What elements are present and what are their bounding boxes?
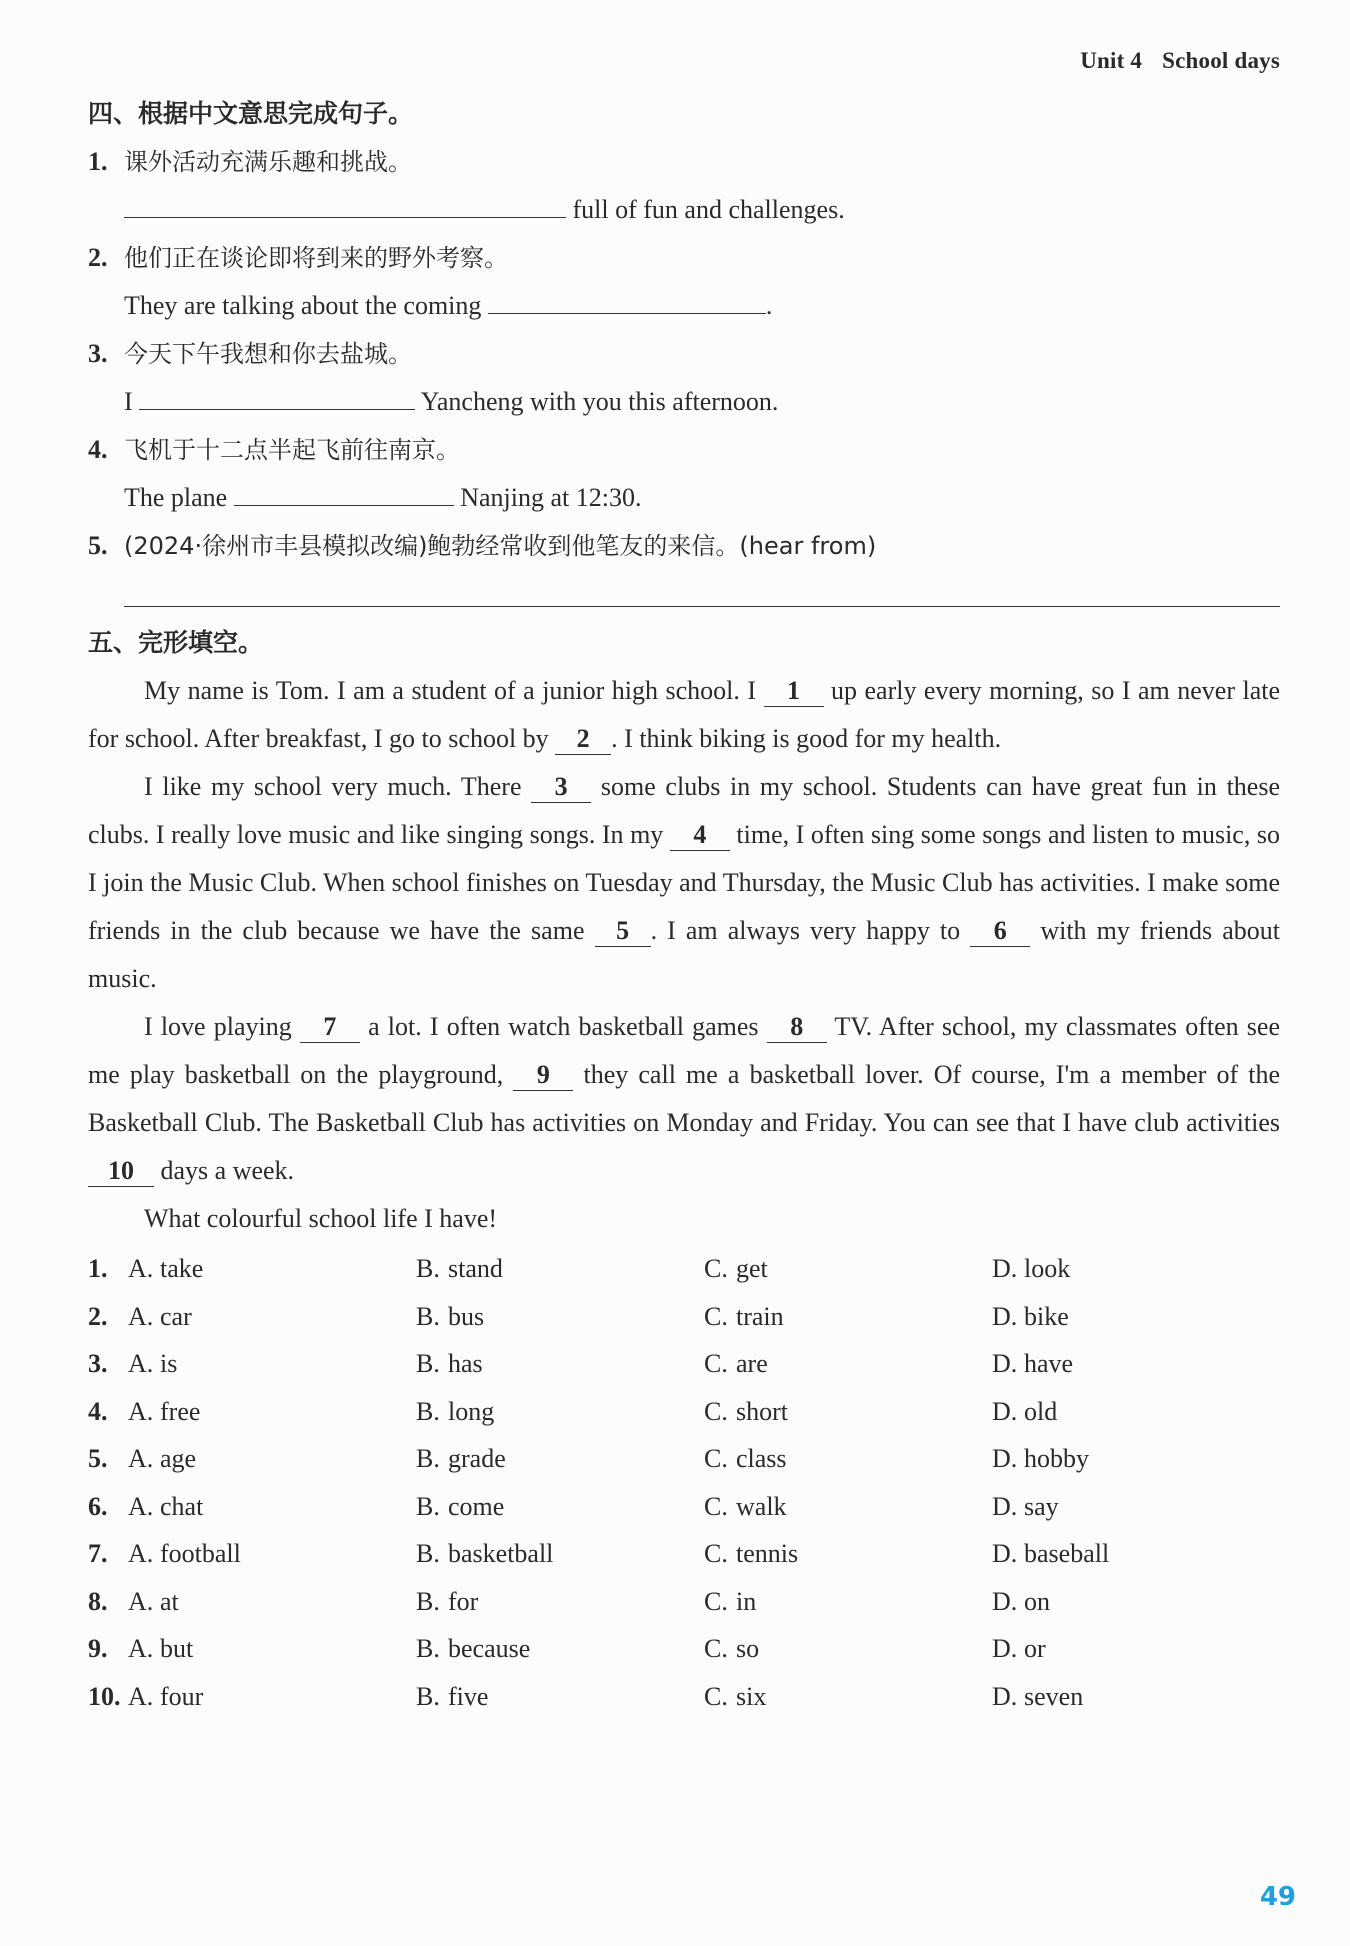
option-letter: C. bbox=[704, 1586, 728, 1616]
option-d[interactable] bbox=[992, 1673, 1280, 1721]
option-letter: B. bbox=[416, 1301, 440, 1331]
question-number: 1. bbox=[88, 1254, 108, 1283]
option-text: walk bbox=[736, 1491, 787, 1521]
option-letter: B. bbox=[416, 1539, 440, 1568]
s4-item-3-prompt bbox=[88, 330, 1280, 378]
option-row bbox=[88, 1578, 1280, 1626]
option-letter: B. bbox=[416, 1349, 440, 1378]
option-b[interactable] bbox=[416, 1673, 704, 1721]
option-letter: A. bbox=[128, 1349, 154, 1378]
option-d[interactable] bbox=[992, 1483, 1280, 1531]
question-number: 7. bbox=[88, 1539, 108, 1568]
passage-text: . I am always very happy to bbox=[650, 916, 971, 945]
option-text: bus bbox=[448, 1301, 485, 1331]
page-content bbox=[88, 90, 1280, 1720]
option-c[interactable] bbox=[704, 1578, 992, 1626]
s4-item-5-prompt bbox=[88, 522, 1280, 570]
chinese-prompt: 飞机于十二点半起飞前往南京。 bbox=[124, 436, 460, 464]
option-d[interactable] bbox=[992, 1388, 1280, 1436]
cloze-gap[interactable]: 6 bbox=[970, 916, 1030, 947]
cloze-gap[interactable]: 7 bbox=[300, 1012, 360, 1043]
page-number: 49 bbox=[1259, 1882, 1296, 1912]
sentence-text: The plane bbox=[124, 483, 228, 512]
answer-blank[interactable] bbox=[234, 475, 454, 506]
answer-blank[interactable] bbox=[124, 187, 566, 218]
option-c[interactable] bbox=[704, 1340, 992, 1388]
cloze-gap[interactable]: 1 bbox=[764, 676, 824, 707]
question-number: 2. bbox=[88, 1301, 108, 1331]
option-letter: B. bbox=[416, 1444, 440, 1473]
option-a[interactable] bbox=[128, 1673, 416, 1721]
option-a[interactable] bbox=[128, 1578, 416, 1626]
unit-label: Unit 4 bbox=[1080, 48, 1143, 73]
option-b[interactable] bbox=[416, 1293, 704, 1341]
s4-item-4-prompt bbox=[88, 426, 1280, 474]
option-row bbox=[88, 1530, 1280, 1578]
option-text: train bbox=[736, 1301, 784, 1331]
option-text: because bbox=[448, 1634, 531, 1663]
option-d[interactable] bbox=[992, 1578, 1280, 1626]
option-letter: C. bbox=[704, 1254, 728, 1283]
sentence-text: Yancheng with you this afternoon. bbox=[420, 387, 779, 416]
option-a[interactable] bbox=[128, 1530, 416, 1578]
option-row bbox=[88, 1483, 1280, 1531]
section-5-title: 五、完形填空。 bbox=[88, 628, 264, 657]
passage-text: TV. After school, my classmates often see me play basketball on the playground, bbox=[88, 1012, 1280, 1089]
section-4-title: 四、根据中文意思完成句子。 bbox=[88, 99, 414, 128]
option-d[interactable] bbox=[992, 1293, 1280, 1341]
option-letter: D. bbox=[992, 1254, 1018, 1283]
option-row bbox=[88, 1625, 1280, 1673]
s4-item-4-answer bbox=[88, 474, 1280, 522]
passage-text: with my friends about music. bbox=[88, 916, 1280, 993]
option-b[interactable] bbox=[416, 1483, 704, 1531]
option-letter: D. bbox=[992, 1491, 1018, 1521]
option-b[interactable] bbox=[416, 1245, 704, 1293]
item-number: 4. bbox=[88, 435, 108, 464]
option-text: short bbox=[736, 1396, 788, 1426]
option-text: basketball bbox=[448, 1539, 554, 1568]
s4-item-1-answer bbox=[88, 186, 1280, 234]
sentence-text: full of fun and challenges. bbox=[572, 195, 845, 224]
passage-text: What colourful school life I have! bbox=[144, 1204, 498, 1233]
passage-paragraph bbox=[88, 1195, 1280, 1243]
option-text: come bbox=[448, 1491, 505, 1521]
cloze-gap[interactable]: 5 bbox=[595, 916, 651, 947]
item-number: 5. bbox=[88, 531, 108, 560]
cloze-gap[interactable]: 8 bbox=[767, 1012, 827, 1043]
passage-text: time, I often sing some songs and listen to music, so I join the Music Club. When school finishes on Tuesday and Thursday, the Music Club has activities. I make some friends in the club because we have the same bbox=[88, 820, 1280, 945]
option-d[interactable] bbox=[992, 1530, 1280, 1578]
option-letter: B. bbox=[416, 1254, 440, 1283]
option-text: so bbox=[736, 1634, 760, 1663]
passage-paragraph bbox=[88, 1003, 1280, 1195]
sentence-text: They are talking about the coming bbox=[124, 291, 482, 320]
option-letter: D. bbox=[992, 1444, 1018, 1473]
option-c[interactable] bbox=[704, 1435, 992, 1483]
option-b[interactable] bbox=[416, 1435, 704, 1483]
passage-paragraph bbox=[88, 763, 1280, 1003]
option-text: say bbox=[1024, 1491, 1059, 1521]
option-letter: D. bbox=[992, 1634, 1018, 1663]
option-letter: C. bbox=[704, 1539, 728, 1568]
option-text: long bbox=[448, 1396, 495, 1426]
option-letter: C. bbox=[704, 1301, 728, 1331]
option-c[interactable] bbox=[704, 1673, 992, 1721]
s4-item-3-answer bbox=[88, 378, 1280, 426]
option-a[interactable] bbox=[128, 1293, 416, 1341]
passage-text: . I think biking is good for my health. bbox=[611, 724, 1002, 753]
option-letter: D. bbox=[992, 1539, 1018, 1568]
option-c[interactable] bbox=[704, 1293, 992, 1341]
answer-blank[interactable] bbox=[139, 379, 415, 410]
question-number: 5. bbox=[88, 1444, 108, 1473]
question-number: 10. bbox=[88, 1681, 121, 1711]
option-text: car bbox=[160, 1301, 192, 1331]
option-text: age bbox=[160, 1444, 197, 1473]
option-letter: A. bbox=[128, 1681, 154, 1711]
option-text: or bbox=[1024, 1634, 1046, 1663]
option-text: has bbox=[448, 1349, 483, 1378]
option-c[interactable] bbox=[704, 1245, 992, 1293]
option-text: hobby bbox=[1024, 1444, 1089, 1473]
s4-item-2-prompt bbox=[88, 234, 1280, 282]
cloze-gap[interactable]: 3 bbox=[531, 772, 591, 803]
option-a[interactable] bbox=[128, 1340, 416, 1388]
answer-blank[interactable] bbox=[488, 283, 766, 314]
cloze-gap[interactable]: 4 bbox=[670, 820, 730, 851]
chinese-prompt: 他们正在谈论即将到来的野外考察。 bbox=[124, 244, 508, 272]
option-letter: D. bbox=[992, 1681, 1018, 1711]
option-text: five bbox=[448, 1681, 489, 1711]
option-letter: C. bbox=[704, 1634, 728, 1663]
option-text: are bbox=[736, 1349, 768, 1378]
cloze-gap[interactable]: 10 bbox=[88, 1156, 154, 1187]
passage-text: My name is Tom. I am a student of a junior high school. I bbox=[144, 676, 764, 705]
option-letter: D. bbox=[992, 1301, 1018, 1331]
option-text: seven bbox=[1024, 1681, 1084, 1711]
option-letter: A. bbox=[128, 1491, 154, 1521]
option-b[interactable] bbox=[416, 1388, 704, 1436]
unit-title: School days bbox=[1162, 48, 1280, 73]
option-text: baseball bbox=[1024, 1539, 1110, 1568]
option-text: but bbox=[160, 1634, 194, 1663]
option-letter: D. bbox=[992, 1396, 1018, 1426]
option-text: have bbox=[1024, 1349, 1074, 1378]
option-b[interactable] bbox=[416, 1625, 704, 1673]
option-letter: A. bbox=[128, 1444, 154, 1473]
option-a[interactable] bbox=[128, 1388, 416, 1436]
option-a[interactable] bbox=[128, 1435, 416, 1483]
option-c[interactable] bbox=[704, 1483, 992, 1531]
option-a[interactable] bbox=[128, 1483, 416, 1531]
option-c[interactable] bbox=[704, 1388, 992, 1436]
option-letter: C. bbox=[704, 1444, 728, 1473]
cloze-gap[interactable]: 9 bbox=[513, 1060, 573, 1091]
option-text: at bbox=[160, 1586, 179, 1616]
option-d[interactable] bbox=[992, 1245, 1280, 1293]
option-letter: B. bbox=[416, 1396, 440, 1426]
option-text: grade bbox=[448, 1444, 506, 1473]
option-text: on bbox=[1024, 1586, 1050, 1616]
option-letter: C. bbox=[704, 1491, 728, 1521]
option-row bbox=[88, 1673, 1280, 1721]
option-text: four bbox=[160, 1681, 204, 1711]
option-letter: A. bbox=[128, 1396, 154, 1426]
answer-line[interactable] bbox=[124, 576, 1280, 607]
chinese-prompt: 今天下午我想和你去盐城。 bbox=[124, 340, 412, 368]
option-letter: B. bbox=[416, 1586, 440, 1616]
option-text: class bbox=[736, 1444, 787, 1473]
chinese-prompt: 课外活动充满乐趣和挑战。 bbox=[124, 148, 412, 176]
question-number: 3. bbox=[88, 1349, 108, 1378]
option-a[interactable] bbox=[128, 1625, 416, 1673]
question-number: 4. bbox=[88, 1396, 108, 1426]
option-letter: A. bbox=[128, 1539, 154, 1568]
option-text: in bbox=[736, 1586, 757, 1616]
option-letter: C. bbox=[704, 1349, 728, 1378]
option-text: old bbox=[1024, 1396, 1058, 1426]
option-text: chat bbox=[160, 1491, 204, 1521]
item-number: 2. bbox=[88, 243, 108, 272]
item-number: 3. bbox=[88, 339, 108, 368]
option-text: look bbox=[1024, 1254, 1071, 1283]
option-letter: C. bbox=[704, 1681, 728, 1711]
option-d[interactable] bbox=[992, 1435, 1280, 1483]
option-letter: D. bbox=[992, 1586, 1018, 1616]
option-b[interactable] bbox=[416, 1530, 704, 1578]
option-row bbox=[88, 1388, 1280, 1436]
option-text: bike bbox=[1024, 1301, 1069, 1331]
cloze-passage bbox=[88, 667, 1280, 1243]
option-row bbox=[88, 1293, 1280, 1341]
option-letter: A. bbox=[128, 1301, 154, 1331]
option-letter: B. bbox=[416, 1681, 440, 1711]
option-b[interactable] bbox=[416, 1578, 704, 1626]
s4-item-1-prompt bbox=[88, 138, 1280, 186]
option-c[interactable] bbox=[704, 1530, 992, 1578]
s4-item-2-answer bbox=[88, 282, 1280, 330]
option-a[interactable] bbox=[128, 1245, 416, 1293]
sentence-text: . bbox=[765, 291, 773, 320]
passage-text: I like my school very much. There bbox=[144, 772, 532, 801]
option-text: take bbox=[160, 1254, 204, 1283]
sentence-text: Nanjing at 12:30. bbox=[460, 483, 642, 512]
item-number: 1. bbox=[88, 147, 108, 176]
option-text: free bbox=[160, 1396, 201, 1426]
option-letter: B. bbox=[416, 1634, 440, 1663]
option-text: is bbox=[160, 1349, 178, 1378]
cloze-gap[interactable]: 2 bbox=[555, 724, 611, 755]
option-row bbox=[88, 1435, 1280, 1483]
option-text: stand bbox=[448, 1254, 503, 1283]
passage-text: up early every morning, so I am never late for school. After breakfast, I go to school by bbox=[88, 676, 1280, 753]
option-row bbox=[88, 1340, 1280, 1388]
option-letter: A. bbox=[128, 1586, 154, 1616]
option-text: six bbox=[736, 1681, 767, 1711]
option-text: get bbox=[736, 1254, 768, 1283]
option-d[interactable] bbox=[992, 1340, 1280, 1388]
passage-text: days a week. bbox=[154, 1156, 295, 1185]
option-letter: C. bbox=[704, 1396, 728, 1426]
passage-text: some clubs in my school. Students can have great fun in these clubs. I really love music and like singing songs. In my bbox=[88, 772, 1280, 849]
passage-paragraph bbox=[88, 667, 1280, 763]
option-row bbox=[88, 1245, 1280, 1293]
question-number: 8. bbox=[88, 1586, 108, 1616]
passage-text: a lot. I often watch basketball games bbox=[359, 1012, 767, 1041]
question-number: 6. bbox=[88, 1491, 108, 1521]
running-head bbox=[1060, 48, 1280, 74]
answer-options bbox=[88, 1245, 1280, 1720]
sentence-text: I bbox=[124, 387, 133, 416]
question-number: 9. bbox=[88, 1634, 108, 1663]
option-text: tennis bbox=[736, 1539, 799, 1568]
option-text: football bbox=[160, 1539, 241, 1568]
passage-text: I love playing bbox=[144, 1012, 300, 1041]
option-letter: B. bbox=[416, 1491, 440, 1521]
chinese-prompt: (2024·徐州市丰县模拟改编)鲍勃经常收到他笔友的来信。(hear from) bbox=[124, 532, 877, 560]
option-letter: A. bbox=[128, 1254, 154, 1283]
option-c[interactable] bbox=[704, 1625, 992, 1673]
option-letter: A. bbox=[128, 1634, 154, 1663]
option-b[interactable] bbox=[416, 1340, 704, 1388]
option-text: for bbox=[448, 1586, 479, 1616]
option-d[interactable] bbox=[992, 1625, 1280, 1673]
option-letter: D. bbox=[992, 1349, 1018, 1378]
passage-text: they call me a basketball lover. Of course, I'm a member of the Basketball Club. The Basketball Club has activities on Monday and Friday. You can see that I have club activities bbox=[88, 1060, 1280, 1137]
